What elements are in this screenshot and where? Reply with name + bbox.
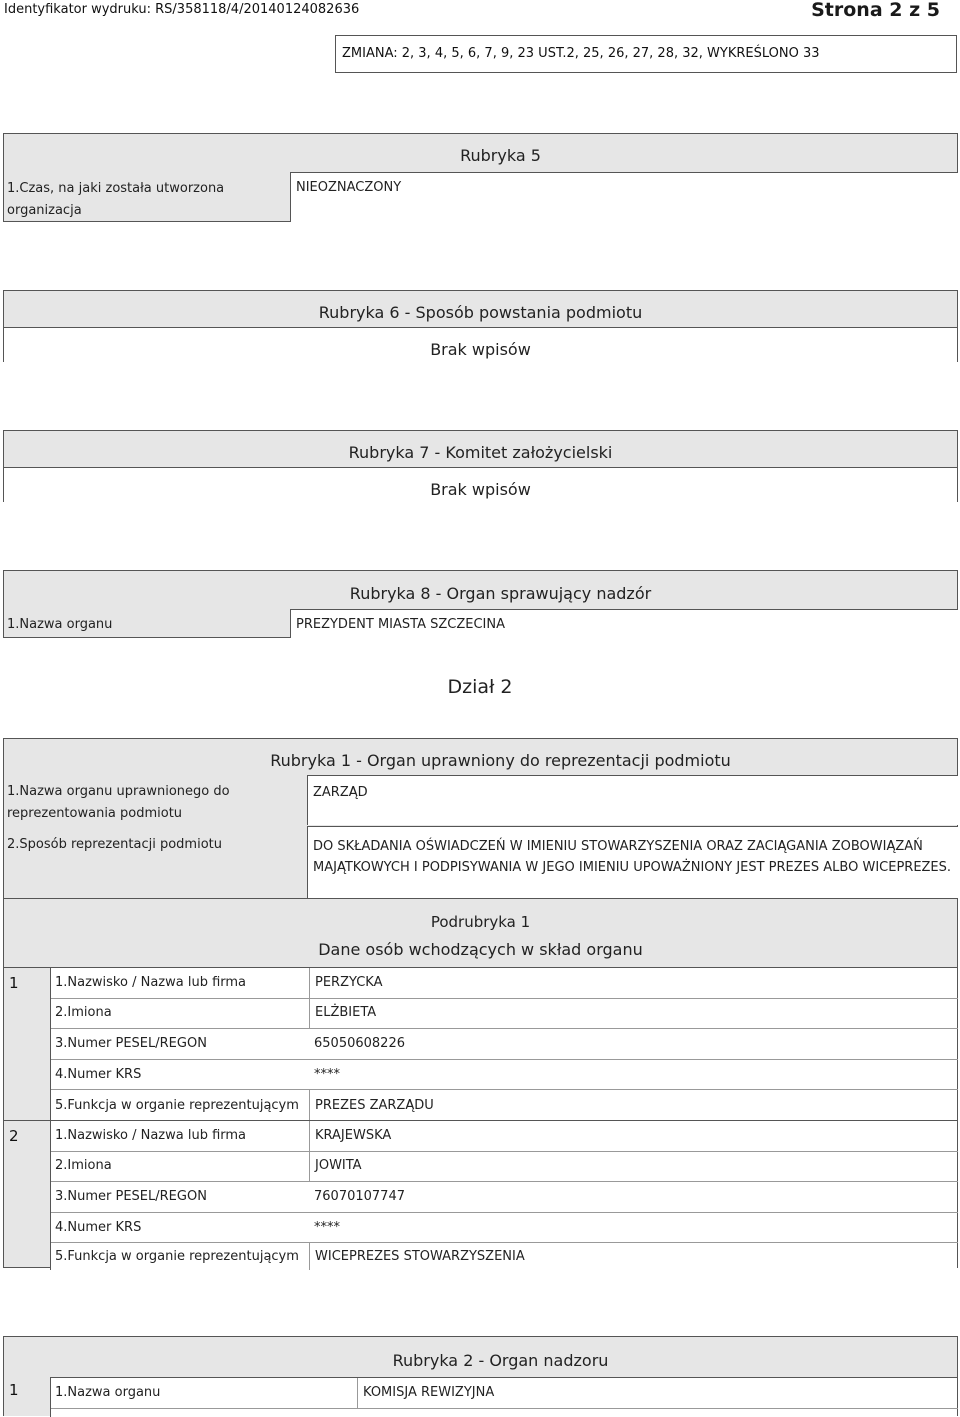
field-value: KRAJEWSKA: [309, 1121, 396, 1151]
rubryka-6-title: Rubryka 6 - Sposób powstania podmiotu: [318, 303, 643, 322]
rubryka-2: [3, 1336, 958, 1416]
page-number: Strona 2 z 5: [811, 0, 940, 21]
rubryka-5-label: 1.Czas, na jaki została utworzona organizacja: [7, 181, 225, 218]
person-number: 2: [9, 1127, 19, 1145]
field-value: PERZYCKA: [309, 968, 388, 998]
person-number: 1: [9, 974, 19, 992]
field-value: PREZES ZARZĄDU: [309, 1090, 439, 1121]
rubryka-8-label: 1.Nazwa organu: [7, 617, 113, 632]
field-value: ELŻBIETA: [309, 999, 381, 1028]
field-label: 5.Funkcja w organie reprezentującym: [55, 1098, 299, 1113]
field-row: [51, 1213, 958, 1243]
field-label: 3.Numer PESEL/REGON: [55, 1036, 207, 1051]
field-value: ****: [309, 1213, 345, 1242]
rubryka-8-value: PREZYDENT MIASTA SZCZECINA: [290, 609, 958, 638]
rubryka-2-fields: [50, 1377, 957, 1417]
zmiana-box: ZMIANA: 2, 3, 4, 5, 6, 7, 9, 23 UST.2, 25, 26, 27, 28, 32, WYKREŚLONO 33: [335, 35, 957, 73]
rubryka-5: [3, 133, 958, 222]
field-row: [51, 1121, 958, 1152]
field-label: 3.Numer PESEL/REGON: [55, 1189, 207, 1204]
rubryka-5-value: NIEOZNACZONY: [290, 172, 958, 222]
rubryka-6-value: Brak wpisów: [4, 327, 957, 362]
podrubryka-1-subtitle: Dane osób wchodzących w skład organu: [318, 940, 643, 959]
rubryka-2-title: Rubryka 2 - Organ nadzoru: [392, 1351, 609, 1370]
field-row: [51, 999, 958, 1029]
field-row: [51, 1152, 958, 1182]
person-block: [4, 1120, 957, 1269]
field-label: 4.Numer KRS: [55, 1220, 142, 1235]
field-row: [51, 1060, 958, 1090]
field-row: [51, 1243, 958, 1270]
field-label: 4.Numer KRS: [55, 1067, 142, 1082]
field-row: [51, 1029, 958, 1060]
field-label: 2.Imiona: [55, 1005, 112, 1020]
person-fields: [50, 1121, 957, 1270]
dzial-title: Dział 2: [447, 676, 513, 698]
person-block: [4, 967, 957, 1120]
rubryka-1-title: Rubryka 1 - Organ uprawniony do reprezentacji podmiotu: [270, 751, 731, 770]
field-label: 1.Nazwisko / Nazwa lub firma: [55, 1128, 247, 1143]
field-value: 65050608226: [309, 1029, 410, 1059]
rubryka-7-title: Rubryka 7 - Komitet założycielski: [348, 443, 613, 462]
rubryka-2-value: KOMISJA REWIZYJNA: [357, 1378, 499, 1408]
print-identifier: Identyfikator wydruku: RS/358118/4/20140124082636: [4, 2, 360, 17]
rubryka-1-value-2: DO SKŁADANIA OŚWIADCZEŃ W IMIENIU STOWARZYSZENIA ORAZ ZACIĄGANIA ZOBOWIĄZAŃ MAJĄTKOWYCH I PODPISYWANIA W JEGO IMIENIU UPOWAŻNIONY JEST PREZES ALBO WICEPREZES.: [307, 826, 958, 898]
field-row: [51, 1090, 958, 1121]
field-value: JOWITA: [309, 1152, 367, 1181]
rubryka-5-title: Rubryka 5: [460, 146, 541, 165]
field-row: [51, 968, 958, 999]
rubryka-1-label-1: 1.Nazwa organu uprawnionego do reprezentowania podmiotu: [7, 784, 230, 821]
row-divider: [51, 1408, 958, 1409]
rubryka-7-value: Brak wpisów: [4, 467, 957, 502]
rubryka-8-title: Rubryka 8 - Organ sprawujący nadzór: [349, 584, 652, 603]
field-label: 2.Imiona: [55, 1158, 112, 1173]
field-value: WICEPREZES STOWARZYSZENIA: [309, 1243, 530, 1270]
podrubryka-1-title: Podrubryka 1: [430, 913, 531, 931]
podrubryka-1: [4, 898, 957, 1268]
field-label: 5.Funkcja w organie reprezentującym: [55, 1249, 299, 1264]
rubryka-2-label: 1.Nazwa organu: [55, 1385, 161, 1400]
rubryka-1-value-1: ZARZĄD: [307, 775, 958, 825]
field-row: [51, 1182, 958, 1213]
field-label: 1.Nazwisko / Nazwa lub firma: [55, 975, 247, 990]
rubryka-1-label-2: 2.Sposób reprezentacji podmiotu: [7, 837, 222, 852]
rubryka-1: [3, 738, 958, 1268]
rubryka-7: [3, 430, 958, 502]
person-fields: [50, 968, 957, 1121]
rubryka-6: [3, 290, 958, 362]
field-value: ****: [309, 1060, 345, 1089]
field-value: 76070107747: [309, 1182, 410, 1212]
rubryka-2-number: 1: [9, 1381, 19, 1399]
rubryka-8: [3, 570, 958, 638]
